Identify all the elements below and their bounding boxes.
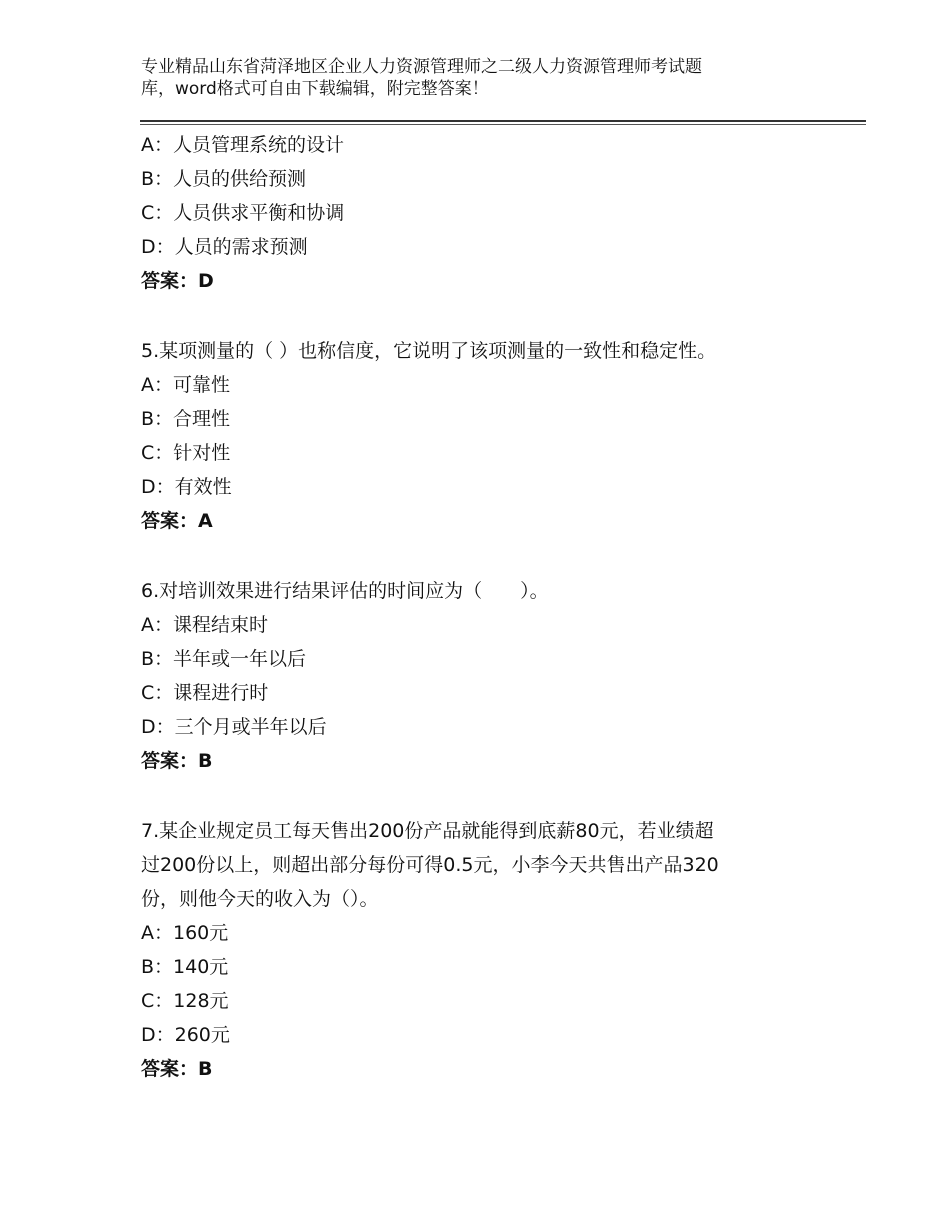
q4-option-b: B：人员的供给预测 bbox=[141, 168, 307, 190]
question-6 bbox=[141, 574, 841, 778]
question-4 bbox=[141, 128, 841, 298]
q7-stem-line-2: 过200份以上，则超出部分每份可得0.5元，小李今天共售出产品320 bbox=[141, 854, 719, 876]
header-rule-thin bbox=[140, 124, 866, 125]
q4-option-c: C：人员供求平衡和协调 bbox=[141, 202, 345, 224]
q6-answer: 答案：B bbox=[141, 750, 213, 772]
spacer bbox=[141, 778, 841, 814]
q5-answer: 答案：A bbox=[141, 510, 213, 532]
q7-option-d: D：260元 bbox=[141, 1024, 230, 1046]
q4-option-d: D：人员的需求预测 bbox=[141, 236, 308, 258]
question-7 bbox=[141, 814, 841, 1086]
q7-stem-line-3: 份，则他今天的收入为（）。 bbox=[141, 888, 379, 910]
q5-option-b: B：合理性 bbox=[141, 408, 231, 430]
q7-option-a: A：160元 bbox=[141, 922, 229, 944]
header-rule-thick bbox=[140, 120, 866, 122]
q4-answer: 答案：D bbox=[141, 270, 214, 292]
q5-option-a: A：可靠性 bbox=[141, 374, 230, 396]
q6-stem: 6.对培训效果进行结果评估的时间应为（ ）。 bbox=[141, 580, 549, 602]
q5-option-c: C：针对性 bbox=[141, 442, 231, 464]
document-header bbox=[141, 56, 841, 100]
spacer bbox=[141, 538, 841, 574]
q6-option-d: D：三个月或半年以后 bbox=[141, 716, 327, 738]
document-body bbox=[141, 128, 841, 1086]
q7-option-c: C：128元 bbox=[141, 990, 229, 1012]
q6-option-c: C：课程进行时 bbox=[141, 682, 269, 704]
q7-answer: 答案：B bbox=[141, 1058, 213, 1080]
q6-option-a: A：课程结束时 bbox=[141, 614, 268, 636]
header-line-1: 专业精品山东省菏泽地区企业人力资源管理师之二级人力资源管理师考试题 bbox=[141, 57, 702, 77]
q5-stem: 5.某项测量的（ ）也称信度，它说明了该项测量的一致性和稳定性。 bbox=[141, 340, 717, 362]
spacer bbox=[141, 298, 841, 334]
question-5 bbox=[141, 334, 841, 538]
q4-option-a: A：人员管理系统的设计 bbox=[141, 134, 344, 156]
q6-option-b: B：半年或一年以后 bbox=[141, 648, 307, 670]
header-line-2: 库，word格式可自由下载编辑，附完整答案！ bbox=[141, 79, 489, 99]
q7-stem-line-1: 7.某企业规定员工每天售出200份产品就能得到底薪80元，若业绩超 bbox=[141, 820, 714, 842]
q7-option-b: B：140元 bbox=[141, 956, 229, 978]
q5-option-d: D：有效性 bbox=[141, 476, 232, 498]
